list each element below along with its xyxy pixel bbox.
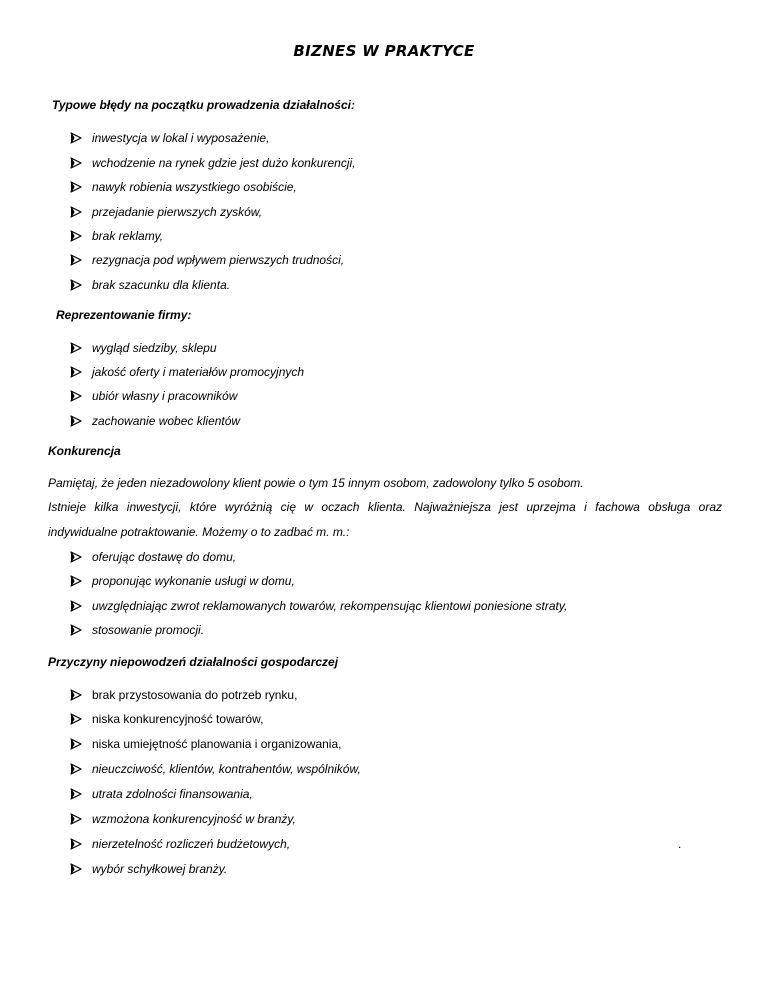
arrow-bullet-icon	[70, 624, 82, 636]
arrow-bullet-icon	[70, 279, 82, 291]
trailing-period: .	[678, 837, 682, 851]
paragraph: Istnieje kilka inwestycji, które wyróżnią cię w oczach klienta. Najważniejsza jest uprzejma i fachowa obsługa oraz	[48, 500, 722, 514]
paragraph: Pamiętaj, że jeden niezadowolony klient powie o tym 15 innym osobom, zadowolony tylko 5 osobom.	[48, 476, 584, 490]
arrow-bullet-icon	[70, 763, 82, 775]
arrow-bullet-icon	[70, 342, 82, 354]
section-heading-failure-causes: Przyczyny niepowodzeń działalności gospodarczej	[48, 655, 339, 669]
section-heading-typical-mistakes: Typowe błędy na początku prowadzenia działalności:	[52, 98, 355, 112]
section-heading-competition: Konkurencja	[48, 444, 121, 458]
arrow-bullet-icon	[70, 600, 82, 612]
arrow-bullet-icon	[70, 390, 82, 402]
arrow-bullet-icon	[70, 181, 82, 193]
arrow-bullet-icon	[70, 713, 82, 725]
document-title: BIZNES W PRAKTYCE	[293, 42, 475, 60]
section-heading-company-representation: Reprezentowanie firmy:	[56, 308, 192, 322]
arrow-bullet-icon	[70, 863, 82, 875]
arrow-bullet-icon	[70, 551, 82, 563]
arrow-bullet-icon	[70, 157, 82, 169]
arrow-bullet-icon	[70, 738, 82, 750]
arrow-bullet-icon	[70, 132, 82, 144]
arrow-bullet-icon	[70, 206, 82, 218]
arrow-bullet-icon	[70, 230, 82, 242]
arrow-bullet-icon	[70, 788, 82, 800]
arrow-bullet-icon	[70, 838, 82, 850]
arrow-bullet-icon	[70, 575, 82, 587]
arrow-bullet-icon	[70, 415, 82, 427]
arrow-bullet-icon	[70, 366, 82, 378]
arrow-bullet-icon	[70, 813, 82, 825]
arrow-bullet-icon	[70, 254, 82, 266]
paragraph: indywidualne potraktowanie. Możemy o to zadbać m. m.:	[48, 525, 350, 539]
arrow-bullet-icon	[70, 689, 82, 701]
